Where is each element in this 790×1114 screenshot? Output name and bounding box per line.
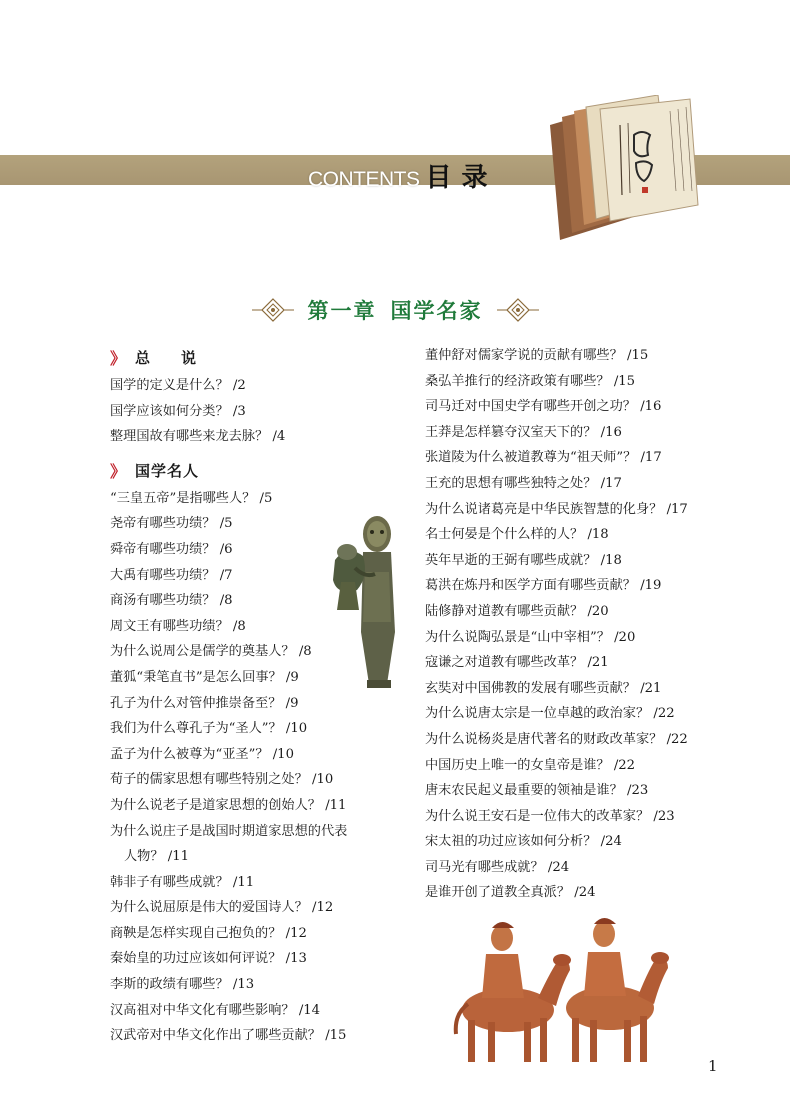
toc-entry[interactable]: 整理国故有哪些来龙去脉？ /4 — [110, 429, 286, 445]
toc-entry[interactable]: 宋太祖的功过应该如何分析？ /24 — [425, 834, 622, 850]
toc-left-column — [110, 345, 400, 1049]
toc-entry[interactable]: 葛洪在炼丹和医学方面有哪些贡献？ /19 — [425, 578, 662, 594]
toc-entry[interactable]: 唐末农民起义最重要的领袖是谁？ /23 — [425, 783, 649, 799]
toc-entry[interactable]: 秦始皇的功过应该如何评说？ /13 — [110, 951, 307, 967]
toc-entry[interactable]: 王莽是怎样篡夺汉室天下的？ /16 — [425, 424, 622, 440]
contents-zh: 目录 — [425, 163, 498, 193]
toc-entry[interactable]: 周文王有哪些功绩？ /8 — [110, 618, 246, 634]
toc-entry[interactable]: 汉高祖对中华文化有哪些影响？ /14 — [110, 1002, 321, 1018]
toc-entry[interactable]: 舜帝有哪些功绩？ /6 — [110, 541, 233, 557]
section-heading — [110, 458, 400, 486]
toc-entry[interactable]: 是谁开创了道教全真派？ /24 — [425, 885, 596, 901]
toc-entry[interactable]: 为什么说老子是道家思想的创始人？ /11 — [110, 797, 347, 813]
toc-entry[interactable]: 李斯的政绩有哪些？ /13 — [110, 977, 255, 993]
toc-entry[interactable]: 王充的思想有哪些独特之处？ /17 — [425, 475, 622, 491]
toc-entry[interactable]: 董仲舒对儒家学说的贡献有哪些？ /15 — [425, 348, 649, 363]
toc-entry[interactable]: 司马迁对中国史学有哪些开创之功？ /16 — [425, 399, 662, 415]
toc-entry[interactable]: 为什么说诸葛亮是中华民族智慧的化身？ /17 — [425, 501, 688, 517]
chapter-heading — [0, 290, 790, 330]
toc-entry[interactable]: 为什么说陶弘景是“山中宰相”？ /20 — [425, 629, 636, 645]
toc-entry[interactable]: 荀子的儒家思想有哪些特别之处？ /10 — [110, 772, 334, 788]
ancient-books-image — [530, 95, 700, 245]
contents-heading — [308, 157, 498, 193]
toc-right-column — [425, 343, 755, 906]
chapter-number: 第一章 — [307, 298, 377, 323]
toc-entry[interactable]: 为什么说王安石是一位伟大的改革家？ /23 — [425, 808, 675, 824]
toc-entry[interactable]: 尧帝有哪些功绩？ /5 — [110, 516, 233, 532]
toc-entry[interactable]: 为什么说周公是儒学的奠基人？ /8 — [110, 644, 312, 660]
toc-entry-continuation[interactable]: 人物？ /11 — [124, 849, 189, 865]
toc-entry[interactable]: 司马光有哪些成就？ /24 — [425, 859, 570, 875]
double-chevron-icon: 》 — [110, 461, 124, 481]
section-label: 国学名人 — [135, 461, 200, 480]
bronze-figurine-image — [325, 512, 405, 690]
toc-entry[interactable]: 寇谦之对道教有哪些改革？ /21 — [425, 655, 609, 671]
toc-entry[interactable]: 玄奘对中国佛教的发展有哪些贡献？ /21 — [425, 680, 662, 696]
chapter-name: 国学名家 — [390, 298, 483, 323]
double-chevron-icon: 》 — [110, 349, 124, 369]
toc-entry[interactable]: 商汤有哪些功绩？ /8 — [110, 593, 233, 609]
section-label: 总 说 — [135, 349, 205, 368]
section-heading — [110, 345, 400, 373]
toc-entry[interactable]: 中国历史上唯一的女皇帝是谁？ /22 — [425, 757, 636, 773]
toc-entry[interactable]: 大禹有哪些功绩？ /7 — [110, 567, 233, 583]
toc-entry[interactable]: 为什么说杨炎是唐代著名的财政改革家？ /22 — [425, 731, 688, 747]
toc-entry[interactable]: 陆修静对道教有哪些贡献？ /20 — [425, 603, 609, 619]
contents-en: CONTENTS — [308, 168, 420, 191]
toc-entry[interactable]: 我们为什么尊孔子为“圣人”？ /10 — [110, 721, 308, 737]
pottery-horse-riders-image — [438, 898, 678, 1068]
toc-entry[interactable]: 英年早逝的王弼有哪些成就？ /18 — [425, 552, 622, 568]
toc-entry[interactable]: 汉武帝对中华文化作出了哪些贡献？ /15 — [110, 1028, 347, 1044]
toc-entry[interactable]: 韩非子有哪些成就？ /11 — [110, 874, 255, 890]
toc-entry[interactable]: 董狐“秉笔直书”是怎么回事？ /9 — [110, 669, 299, 685]
toc-entry[interactable]: “三皇五帝”是指哪些人？ /5 — [110, 490, 273, 506]
toc-entry[interactable]: 为什么说唐太宗是一位卓越的政治家？ /22 — [425, 706, 675, 722]
toc-entry[interactable]: 为什么说屈原是伟大的爱国诗人？ /12 — [110, 900, 334, 916]
toc-entry[interactable]: 国学应该如何分类？ /3 — [110, 403, 246, 419]
ornament-icon — [252, 297, 294, 323]
toc-entry[interactable]: 国学的定义是什么？ /2 — [110, 378, 246, 393]
toc-entry[interactable]: 商鞅是怎样实现自己抱负的？ /12 — [110, 925, 307, 941]
toc-entry[interactable]: 孔子为什么对管仲推崇备至？ /9 — [110, 695, 299, 711]
toc-entry[interactable]: 桑弘羊推行的经济政策有哪些？ /15 — [425, 373, 636, 389]
toc-entry[interactable]: 张道陵为什么被道教尊为“祖天师”？ /17 — [425, 450, 662, 466]
toc-entry[interactable]: 为什么说庄子是战国时期道家思想的代表 — [110, 823, 348, 839]
ornament-icon — [497, 297, 539, 323]
toc-entry[interactable]: 孟子为什么被尊为“亚圣”？ /10 — [110, 746, 294, 762]
page-number: 1 — [708, 1057, 718, 1075]
toc-entry[interactable]: 名士何晏是个什么样的人？ /18 — [425, 527, 609, 543]
